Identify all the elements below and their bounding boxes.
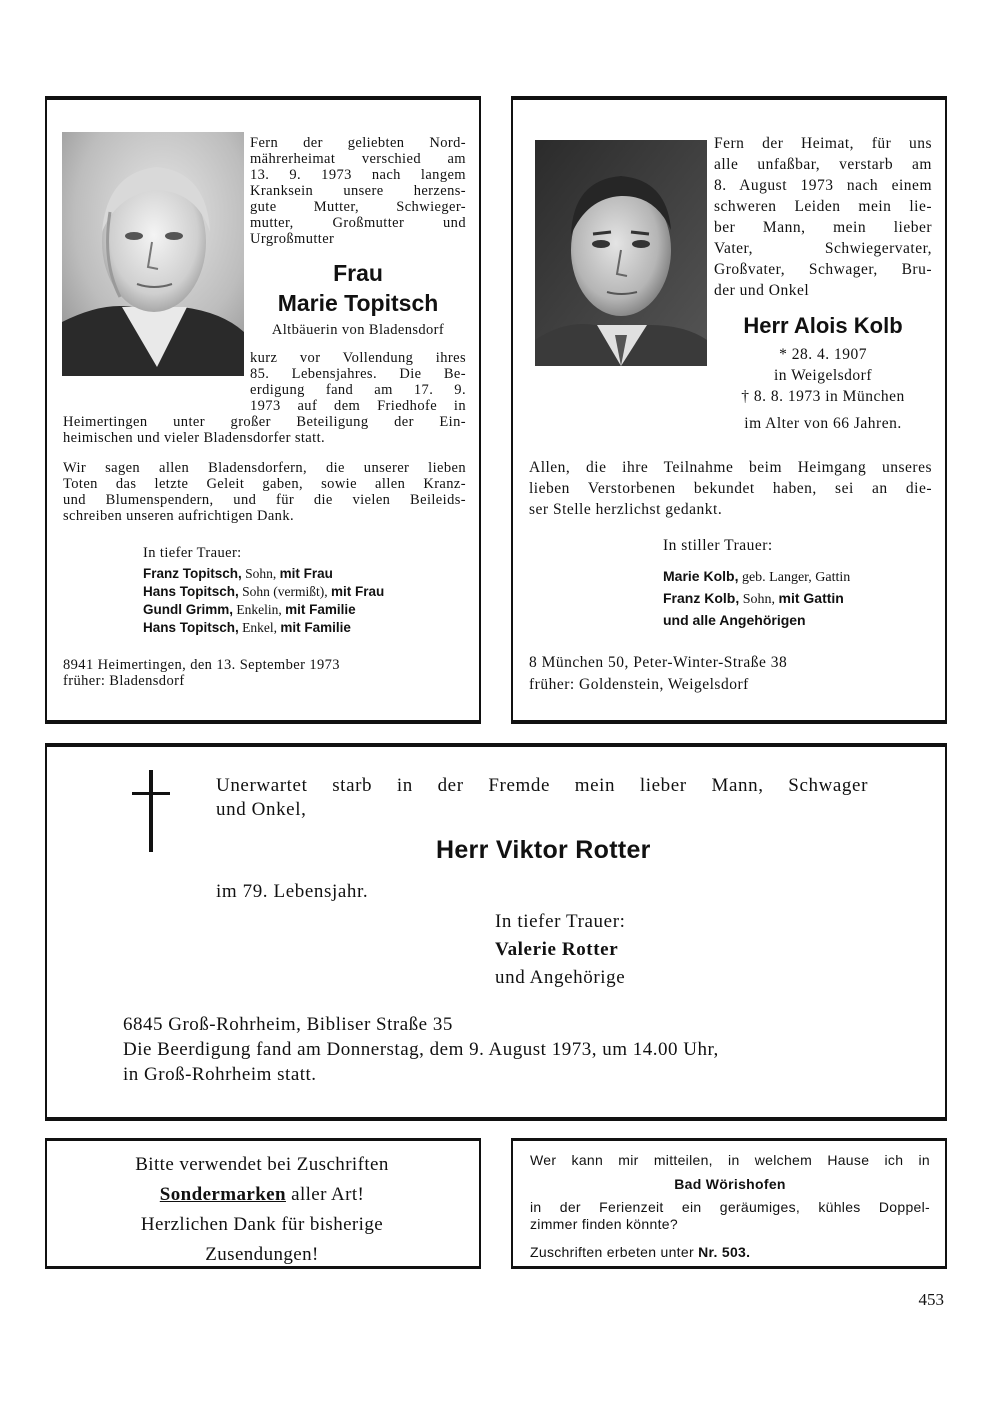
mourners-list (143, 565, 384, 637)
mourner-name: und alle Angehörigen (663, 612, 806, 628)
mourner-relation: Sohn (vermißt), (238, 584, 332, 599)
address-block (123, 1012, 719, 1087)
deceased-title-line1: Frau (333, 260, 383, 286)
mourner-name: Hans Topitsch, (143, 620, 239, 635)
mourner-rest: und Angehörige (495, 967, 626, 988)
body-line: 1973 auf dem Friedhofe in (250, 398, 466, 414)
intro-line: Großvater, Schwager, Bru- (714, 261, 932, 278)
intro-text (216, 774, 868, 822)
mourner-row (143, 601, 384, 619)
notice-line: in der Ferienzeit ein geräumiges, kühles Doppel- (530, 1199, 930, 1215)
cross-icon (132, 770, 170, 852)
reference-prefix: Zuschriften erbeten unter (530, 1244, 699, 1260)
notice-line: Wer kann mir mitteilen, in welchem Hause ich in (530, 1152, 930, 1168)
intro-line: 13. 9. 1973 nach langem (250, 167, 466, 183)
mourner-name: Franz Kolb, (663, 590, 740, 606)
intro-line: 8. August 1973 nach einem (714, 177, 932, 194)
notice-line (530, 1244, 930, 1261)
bottom-border (511, 1266, 947, 1269)
birth-place: in Weigelsdorf (773, 367, 873, 384)
deceased-name: Marie Topitsch (277, 290, 439, 316)
intro-line: Vater, Schwiegervater, (714, 240, 932, 257)
thanks-line: lieben Verstorbenen bekundet haben, sei an die- (529, 480, 932, 497)
mourner-extra: mit Familie (280, 620, 351, 635)
thanks-line: Wir sagen allen Bladensdorfern, die unserer lieben (63, 460, 466, 476)
funeral-line: in Groß-Rohrheim statt. (123, 1064, 317, 1085)
birth-date: * 28. 4. 1907 (779, 346, 867, 363)
mourning-label: In tiefer Trauer: (143, 545, 242, 561)
address-line: 8941 Heimertingen, den 13. September 1973 (63, 657, 340, 673)
bottom-border (45, 1117, 947, 1121)
mourner-row (663, 610, 850, 632)
intro-text (714, 133, 932, 301)
thanks-line: Toten das letzte Geleit gaben, sowie allen Kranz- (63, 476, 466, 492)
emphasis-word: Sondermarken (159, 1184, 286, 1205)
mourner-name: Valerie Rotter (495, 939, 619, 960)
thanks-line: schreiben unseren aufrichtigen Dank. (63, 508, 295, 524)
notice-text (47, 1150, 477, 1270)
address-line: früher: Goldenstein, Weigelsdorf (529, 676, 749, 693)
life-dates (714, 344, 932, 434)
address-block (529, 652, 787, 696)
mourner-name: Franz Topitsch, (143, 566, 242, 581)
age-text: im 79. Lebensjahr. (216, 881, 369, 902)
mourner-extra: mit Familie (285, 602, 356, 617)
mourner-name: Hans Topitsch, (143, 584, 239, 599)
body-line: kurz vor Vollendung ihres (250, 350, 466, 366)
address-line: früher: Bladensdorf (63, 673, 185, 689)
notice-line: Herzlichen Dank für bisherige (140, 1214, 384, 1235)
thanks-line: ser Stelle herzlichst gedankt. (529, 501, 723, 518)
intro-line: Fern der geliebten Nord- (250, 135, 466, 151)
intro-line: und Onkel, (216, 799, 307, 820)
address-line: 6845 Groß-Rohrheim, Bibliser Straße 35 (123, 1014, 453, 1035)
mourner-name: Gundl Grimm, (143, 602, 234, 617)
thanks-text (63, 460, 466, 524)
mourning-label: In tiefer Trauer: (495, 911, 626, 932)
reference-number: Nr. 503. (698, 1244, 751, 1260)
intro-line: mährerheimat verschied am (250, 151, 466, 167)
portrait-photo-elderly-woman (62, 132, 244, 376)
intro-line: alle unfaßbar, verstarb am (714, 156, 932, 173)
notice-line-rest: aller Art! (285, 1184, 365, 1205)
bottom-border (45, 720, 481, 724)
mourning-label: In stiller Trauer: (663, 537, 773, 554)
mourner-name: Marie Kolb, (663, 568, 739, 584)
thanks-line: Allen, die ihre Teilnahme beim Heimgang unseres (529, 459, 932, 476)
body-line: heimischen und vieler Bladensdorfer statt. (63, 430, 326, 446)
thanks-text (529, 457, 932, 520)
body-line: Heimertingen unter großer Beteiligung der Ein- (63, 414, 466, 430)
notice-line: Bitte verwendet bei Zuschriften (135, 1154, 389, 1175)
mourners-list (663, 566, 850, 632)
mourner-row (663, 566, 850, 588)
notice-text (530, 1152, 930, 1261)
age-at-death: im Alter von 66 Jahren. (744, 415, 902, 432)
mourner-row (143, 583, 384, 601)
intro-line: mutter, Großmutter und (250, 215, 466, 231)
body-line: erdigung fand am 17. 9. (250, 382, 466, 398)
mourner-relation: Enkelin, (233, 602, 286, 617)
intro-line: Kranksein unsere herzens- (250, 183, 466, 199)
thanks-line: und Blumenspendern, und für die vielen Beileids- (63, 492, 466, 508)
notice-line: Zusendungen! (205, 1244, 319, 1265)
intro-text (250, 135, 466, 247)
page-number: 453 (918, 1290, 944, 1309)
mourner-relation: Enkel, (238, 620, 281, 635)
intro-line: schweren Leiden mein lie- (714, 198, 932, 215)
bottom-border (511, 720, 947, 724)
notice-line: zimmer finden könnte? (530, 1216, 678, 1232)
address-block (63, 657, 340, 689)
mourner-extra: mit Frau (331, 584, 385, 599)
intro-line: ber Mann, mein lieber (714, 219, 932, 236)
mourner-relation: Sohn, (241, 566, 280, 581)
portrait-photo-man (535, 140, 707, 366)
mourner-extra: mit Gattin (778, 590, 844, 606)
mourners-block (495, 908, 626, 992)
intro-line: der und Onkel (714, 282, 810, 299)
deceased-name: Herr Viktor Rotter (436, 836, 651, 864)
address-line: 8 München 50, Peter-Winter-Straße 38 (529, 654, 788, 671)
death-date: † 8. 8. 1973 in München (741, 388, 905, 405)
funeral-line: Die Beerdigung fand am Donnerstag, dem 9. August 1973, um 14.00 Uhr, (123, 1039, 719, 1060)
intro-line: Urgroßmutter (250, 231, 335, 247)
mourner-relation: geb. Langer, Gattin (738, 570, 851, 585)
notice-line (47, 1180, 477, 1210)
intro-line: Fern der Heimat, für uns (714, 135, 932, 152)
mourner-row (143, 565, 384, 583)
mourner-extra: mit Frau (279, 566, 333, 581)
deceased-subtitle: Altbäuerin von Bladensdorf (271, 322, 445, 338)
deceased-name: Herr Alois Kolb (743, 313, 903, 338)
body-text-narrow (250, 350, 466, 414)
intro-line: Unerwartet starb in der Fremde mein lieber Mann, Schwager (216, 775, 868, 796)
body-text-wide (63, 414, 466, 446)
mourner-relation: Sohn, (739, 592, 779, 607)
intro-line: gute Mutter, Schwieger- (250, 199, 466, 215)
body-line: 85. Lebensjahres. Die Be- (250, 366, 466, 382)
mourner-row (143, 619, 384, 637)
mourner-row (663, 588, 850, 610)
place-name: Bad Wörishofen (674, 1176, 786, 1192)
